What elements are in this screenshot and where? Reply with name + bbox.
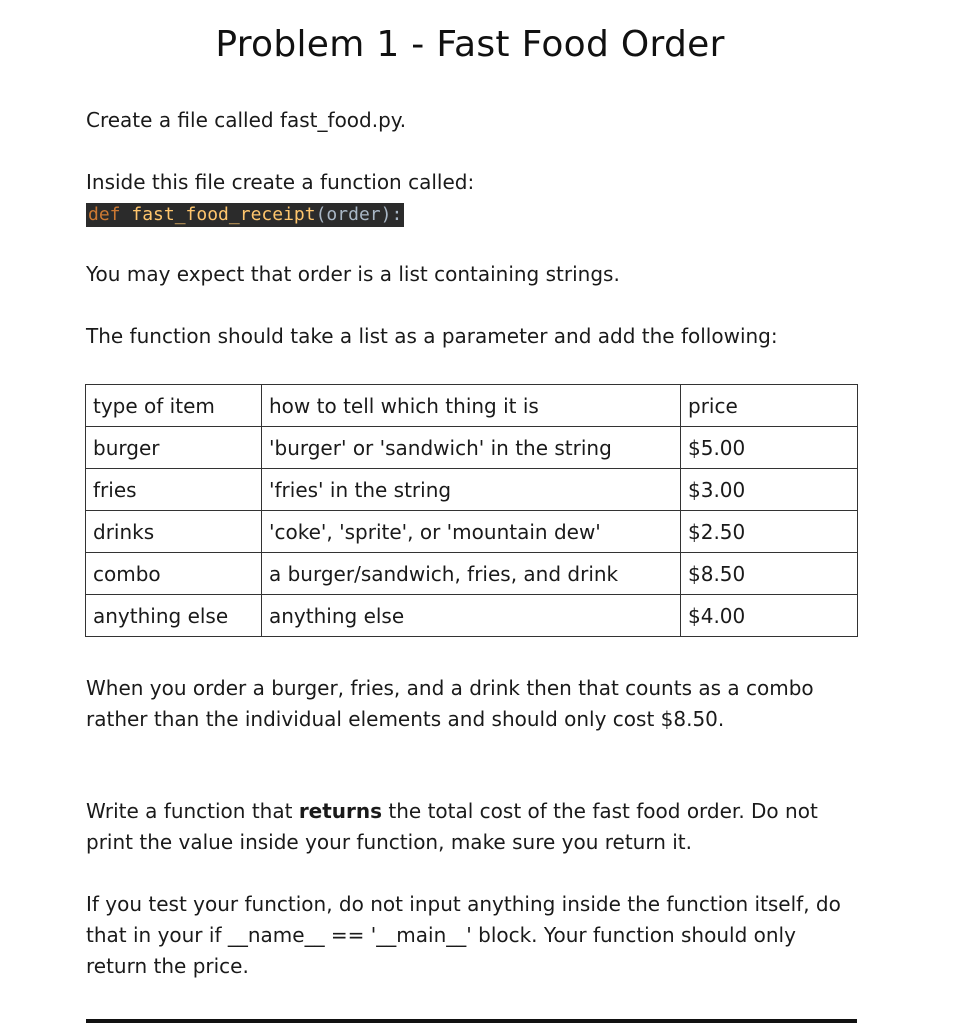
expect-paragraph: You may expect that order is a list containing strings. — [86, 262, 620, 286]
code-function-name: fast_food_receipt — [131, 204, 316, 225]
table-row — [86, 511, 858, 553]
cell-price: $8.50 — [681, 553, 858, 595]
page-title: Problem 1 - Fast Food Order — [215, 24, 725, 65]
test-paragraph: If you test your function, do not input anything inside the function itself, do that in your if __name__ == '__main__' block. Your function should only return the price. — [86, 892, 841, 978]
header-type: type of item — [86, 385, 262, 427]
table-row — [86, 595, 858, 637]
cell-type: anything else — [86, 595, 262, 637]
intro-paragraph: Create a file called fast_food.py. — [86, 108, 407, 132]
bottom-divider — [86, 1019, 857, 1023]
cell-how: a burger/sandwich, fries, and drink — [262, 553, 681, 595]
cell-type: drinks — [86, 511, 262, 553]
header-how: how to tell which thing it is — [262, 385, 681, 427]
returns-text-after: the total cost of the fast food order. Do not print the value inside your function, make sure you return it. — [86, 799, 818, 854]
header-price: price — [681, 385, 858, 427]
function-paragraph — [86, 167, 866, 229]
cell-price: $2.50 — [681, 511, 858, 553]
cell-type: burger — [86, 427, 262, 469]
price-table — [85, 384, 858, 637]
cell-how: 'burger' or 'sandwich' in the string — [262, 427, 681, 469]
cell-price: $4.00 — [681, 595, 858, 637]
cell-how: anything else — [262, 595, 681, 637]
code-snippet — [86, 203, 404, 227]
cell-how: 'coke', 'sprite', or 'mountain dew' — [262, 511, 681, 553]
code-params: (order): — [315, 204, 403, 225]
inside-text: Inside this file create a function called: — [86, 170, 475, 194]
returns-text-before: Write a function that — [86, 799, 299, 823]
table-row — [86, 553, 858, 595]
cell-price: $5.00 — [681, 427, 858, 469]
cell-type: fries — [86, 469, 262, 511]
table-row — [86, 427, 858, 469]
cell-type: combo — [86, 553, 262, 595]
table-header-row — [86, 385, 858, 427]
returns-bold: returns — [298, 799, 383, 823]
table-row — [86, 469, 858, 511]
combo-paragraph: When you order a burger, fries, and a drink then that counts as a combo rather than the individual elements and should only cost $8.50. — [86, 676, 814, 731]
cell-how: 'fries' in the string — [262, 469, 681, 511]
returns-paragraph — [86, 796, 866, 858]
take-paragraph: The function should take a list as a parameter and add the following: — [86, 324, 778, 348]
code-keyword: def — [88, 204, 121, 225]
cell-price: $3.00 — [681, 469, 858, 511]
